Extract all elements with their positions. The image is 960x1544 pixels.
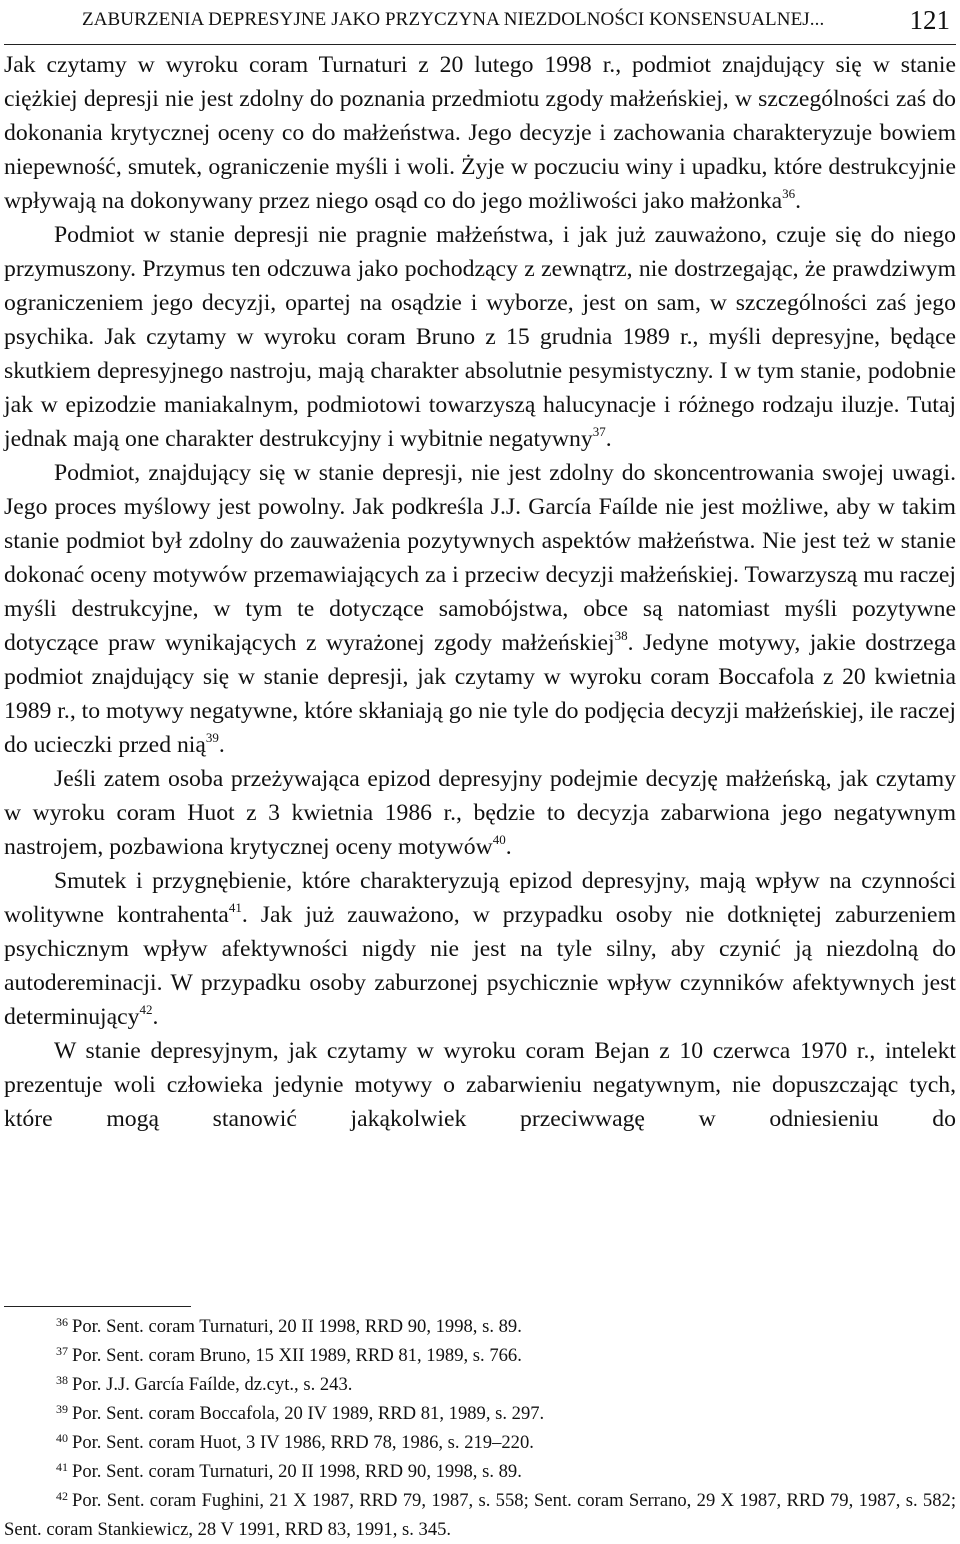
page-number: 121 <box>909 5 950 35</box>
footnote-number: 41 <box>56 1460 68 1474</box>
footnote <box>4 1400 956 1429</box>
footnote-number: 37 <box>56 1344 68 1358</box>
paragraph <box>4 864 956 1034</box>
paragraph-text: . Jak już zauważono, w przypadku osoby nie dotkniętej zaburzeniem psychicznym wpływ afektywności nigdy nie jest na tyle silny, aby czynić ją niezdolną do autodereminacji. W przypadku osoby zaburzonej psychicznie wpływ czynników afektywnych jest determinujący <box>4 902 957 1030</box>
paragraph <box>4 1034 956 1136</box>
paragraph-text: . Jedyne motywy, jakie dostrzega podmiot znajdujący się w stanie depresji, jak czytamy w wyroku coram Boccafola z 20 kwietnia 1989 r., to motywy negatywne, które skłaniają go nie tyle do podjęcia decyzji małżeńskiej, ile raczej do ucieczki przed nią <box>4 630 956 758</box>
footnote-number: 39 <box>56 1402 68 1416</box>
paragraph-text: . <box>218 732 225 758</box>
footnote-reference: 41 <box>228 900 242 916</box>
footnote-number: 40 <box>56 1431 68 1445</box>
footnote <box>4 1342 956 1371</box>
paragraph-text: Smutek i przygnębienie, które charakteryzują epizod depresyjny, mają wpływ na czynności wolitywne kontrahenta <box>4 868 956 928</box>
paragraph-text: Podmiot, znajdujący się w stanie depresji, nie jest zdolny do skoncentrowania swojej uwagi. Jego proces myślowy jest powolny. Jak podkreśla J.J. García Faílde nie jest możliwe, aby w takim stanie podmiot był zdolny do zauważenia pozytywnych aspektów małżeństwa. Nie jest też w stanie dokonać oceny motywów przemawiających za i przeciw decyzji małżeńskiej. Towarzyszą mu raczej myśli destrukcyjne, w tym te dotyczące samobójstwa, obce są natomiast myśli pozytywne dotyczące praw wynikających z wyrażonej zgody małżeńskiej <box>4 460 956 656</box>
footnote-separator <box>4 1306 191 1307</box>
footnote <box>4 1313 956 1342</box>
footnote-text: Por. Sent. coram Bruno, 15 XII 1989, RRD 81, 1989, s. 766. <box>72 1345 522 1366</box>
paragraph-text: . <box>795 188 802 214</box>
footnote-text: Por. Sent. coram Boccafola, 20 IV 1989, RRD 81, 1989, s. 297. <box>72 1403 545 1424</box>
footnote-number: 38 <box>56 1373 68 1387</box>
footnote <box>4 1429 956 1458</box>
paragraph-text: . <box>505 834 512 860</box>
footnote <box>4 1458 956 1487</box>
footnote-reference: 36 <box>782 186 796 202</box>
footnote-text: Por. Sent. coram Turnaturi, 20 II 1998, RRD 90, 1998, s. 89. <box>72 1461 522 1482</box>
paragraph <box>4 762 956 864</box>
document-page <box>4 0 956 1542</box>
paragraph-text: W stanie depresyjnym, jak czytamy w wyroku coram Bejan z 10 czerwca 1970 r., intelekt prezentuje woli człowieka jedynie motywy o zabarwieniu negatywnym, nie dopuszczając tych, które mogą stanowić jakąkolwiek przeciwwagę w odniesieniu do <box>4 1038 956 1132</box>
paragraph <box>4 48 956 218</box>
paragraph-text: . <box>152 1004 159 1030</box>
footnote-reference: 40 <box>492 832 506 848</box>
running-title: ZABURZENIA DEPRESYJNE JAKO PRZYCZYNA NIEZDOLNOŚCI KONSENSUALNEJ... <box>82 9 825 30</box>
footnote-reference: 39 <box>205 730 219 746</box>
footnote-reference: 42 <box>139 1002 153 1018</box>
footnote-number: 42 <box>56 1489 68 1503</box>
paragraph-text: Podmiot w stanie depresji nie pragnie małżeństwa, i jak już zauważono, czuje się do niego przymuszony. Przymus ten odczuwa jako pochodzący z zewnątrz, nie dostrzegając, że prawdziwym ograniczeniem jego decyzji, opartej na osądzie i wyborze, jest on sam, w szczególności zaś jego psychika. Jak czytamy w wyroku coram Bruno z 15 grudnia 1989 r., myśli depresyjne, będące skutkiem depresyjnego nastroju, mają charakter absolutnie pesymistyczny. I w tym stanie, podobnie jak w epizodzie maniakalnym, podmiotowi towarzyszą halucynacje i różnego rodzaju iluzje. Tutaj jednak mają one charakter destrukcyjny i wybitnie negatywny <box>4 222 956 452</box>
running-header <box>4 0 956 45</box>
footnote-text: Por. Sent. coram Turnaturi, 20 II 1998, RRD 90, 1998, s. 89. <box>72 1316 522 1337</box>
footnote-number: 36 <box>56 1315 68 1329</box>
paragraph <box>4 218 956 456</box>
footnotes <box>4 1313 956 1544</box>
paragraph <box>4 456 956 762</box>
footnote-text: Por. J.J. García Faílde, dz.cyt., s. 243. <box>72 1374 353 1395</box>
footnote-text: Por. Sent. coram Fughini, 21 X 1987, RRD 79, 1987, s. 558; Sent. coram Serrano, 29 X 1987, RRD 79, 1987, s. 582; Sent. coram Stankiewicz, 28 V 1991, RRD 83, 1991, s. 345. <box>4 1490 956 1540</box>
footnote-text: Por. Sent. coram Huot, 3 IV 1986, RRD 78, 1986, s. 219–220. <box>72 1432 534 1453</box>
footnote <box>4 1371 956 1400</box>
footnote-reference: 37 <box>592 424 606 440</box>
footnote-reference: 38 <box>614 628 628 644</box>
paragraph-text: Jak czytamy w wyroku coram Turnaturi z 20 lutego 1998 r., podmiot znajdujący się w stanie ciężkiej depresji nie jest zdolny do poznania przedmiotu zgody małżeńskiej, w szczególności zaś do dokonania krytycznej oceny co do małżeństwa. Jego decyzje i zachowania charakteryzuje bowiem niepewność, smutek, ograniczenie myśli i woli. Żyje w poczuciu winy i upadku, które destrukcyjnie wpływają na dokonywany przez niego osąd co do jego możliwości jako małżonka <box>4 52 956 214</box>
main-text <box>4 48 956 1136</box>
paragraph-text: . <box>605 426 612 452</box>
footnote <box>4 1487 956 1544</box>
paragraph-text: Jeśli zatem osoba przeżywająca epizod depresyjny podejmie decyzję małżeńską, jak czytamy w wyroku coram Huot z 3 kwietnia 1986 r., będzie to decyzja zabarwiona jego negatywnym nastrojem, pozbawiona krytycznej oceny motywów <box>4 766 956 860</box>
